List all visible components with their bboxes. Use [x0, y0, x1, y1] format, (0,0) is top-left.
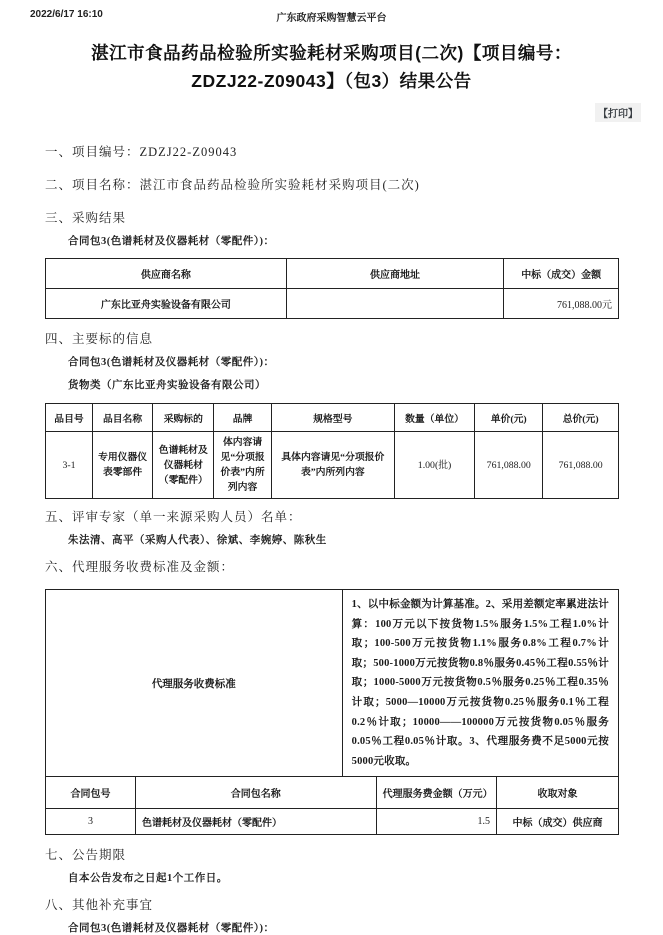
spec-cell: 具体内容请见“分项报价表”内所列内容: [271, 432, 394, 499]
table-row: [46, 590, 619, 777]
fee-amount-cell: 1.5: [376, 809, 496, 835]
total-price-header: 总价(元): [543, 404, 619, 432]
section-main-target-info: 四、主要标的信息: [45, 332, 154, 346]
award-amount-header: 中标（成交）金额: [504, 259, 619, 289]
brand-cell: 体内容请见“分项报价表”内所列内容: [214, 432, 271, 499]
announcement-period-body: 自本公告发布之日起1个工作日。: [68, 873, 228, 885]
section-experts: 五、评审专家（单一来源采购人员）名单：: [45, 510, 302, 524]
table-row: [46, 289, 619, 319]
section-project-name: 二、项目名称：湛江市食品药品检验所实验耗材采购项目(二次): [45, 178, 420, 192]
section-other-matters: 八、其他补充事宜: [45, 898, 154, 913]
package-name-header: 合同包名称: [135, 777, 376, 809]
qty-cell: 1.00(批): [394, 432, 474, 499]
package-line-other: 合同包3(色谱耗材及仪器耗材（零配件）)：: [68, 923, 275, 935]
fee-amount-header: 代理服务费金额（万元）: [376, 777, 496, 809]
section-agency-fee: 六、代理服务收费标准及金额：: [45, 560, 235, 574]
experts-list: 朱法清、高平（采购人代表）、徐斌、李婉婷、陈秋生: [68, 535, 327, 546]
supplier-name-cell: 广东比亚舟实验设备有限公司: [46, 289, 287, 319]
print-button[interactable]: 【打印】: [595, 103, 641, 122]
fee-table-header-row: [46, 777, 619, 809]
section-project-number: 一、项目编号：ZDZJ22-Z09043: [45, 145, 238, 159]
items-table-header-row: [46, 404, 619, 432]
total-price-cell: 761,088.00: [543, 432, 619, 499]
package-name-cell: 色谱耗材及仪器耗材（零配件）: [135, 809, 376, 835]
print-timestamp: 2022/6/17 16:10: [30, 9, 103, 20]
supplier-name-header: 供应商名称: [46, 259, 287, 289]
agency-fee-detail-table: [45, 776, 619, 835]
payer-cell: 中标（成交）供应商: [496, 809, 618, 835]
supplier-table: [45, 258, 619, 319]
table-row: [46, 432, 619, 499]
print-row: [0, 103, 641, 121]
award-amount-cell: 761,088.00元: [504, 289, 619, 319]
agency-fee-standard-table: [45, 589, 619, 777]
unit-price-cell: 761,088.00: [475, 432, 543, 499]
brand-header: 品牌: [214, 404, 271, 432]
unit-price-header: 单价(元): [475, 404, 543, 432]
section-procurement-result: 三、采购结果: [45, 211, 127, 225]
supplier-address-header: 供应商地址: [286, 259, 504, 289]
supplier-table-header-row: [46, 259, 619, 289]
items-table: [45, 403, 619, 499]
spec-header: 规格型号: [271, 404, 394, 432]
package-line-target: 合同包3(色谱耗材及仪器耗材（零配件）)：: [68, 357, 275, 368]
item-name-header: 品目名称: [92, 404, 152, 432]
fee-standard-label-cell: 代理服务收费标准: [46, 590, 343, 777]
page-title: 湛江市食品药品检验所实验耗材采购项目(二次)【项目编号：ZDZJ22-Z09043】（包3）结果公告: [91, 43, 572, 91]
package-no-header: 合同包号: [46, 777, 136, 809]
platform-title: 广东政府采购智慧云平台: [276, 13, 387, 24]
table-row: [46, 809, 619, 835]
package-line-result: 合同包3(色谱耗材及仪器耗材（零配件）)：: [68, 236, 275, 247]
supplier-address-cell: [286, 289, 504, 319]
category-line: 货物类（广东比亚舟实验设备有限公司）: [68, 380, 266, 391]
target-cell: 色谱耗材及仪器耗材（零配件）: [153, 432, 214, 499]
item-no-cell: 3-1: [46, 432, 93, 499]
item-no-header: 品目号: [46, 404, 93, 432]
target-header: 采购标的: [153, 404, 214, 432]
print-header-bar: [0, 0, 663, 23]
item-name-cell: 专用仪器仪表零部件: [92, 432, 152, 499]
qty-header: 数量（单位）: [394, 404, 474, 432]
fee-standard-text-cell: 1、以中标金额为计算基准。2、采用差额定率累进法计算：100万元以下按货物1.5%服务1.5%工程1.0%计取；100-500万元按货物1.1%服务0.8%工程0.7%计取；500-1000万元按货物0.8％服务0.45％工程0.55％计取；1000-5000万元按货物0.5％服务0.25％工程0.35％计取；5000—10000万元按货物0.25％服务0.1％工程0.2％计取；10000——100000万元按货物0.05％服务0.05％工程0.05％计取。3、代理服务费不足5000元按5000元收取。: [342, 590, 618, 777]
section-announcement-period: 七、公告期限: [45, 848, 127, 863]
payer-header: 收取对象: [496, 777, 618, 809]
package-no-cell: 3: [46, 809, 136, 835]
announcement-body: [45, 145, 619, 935]
